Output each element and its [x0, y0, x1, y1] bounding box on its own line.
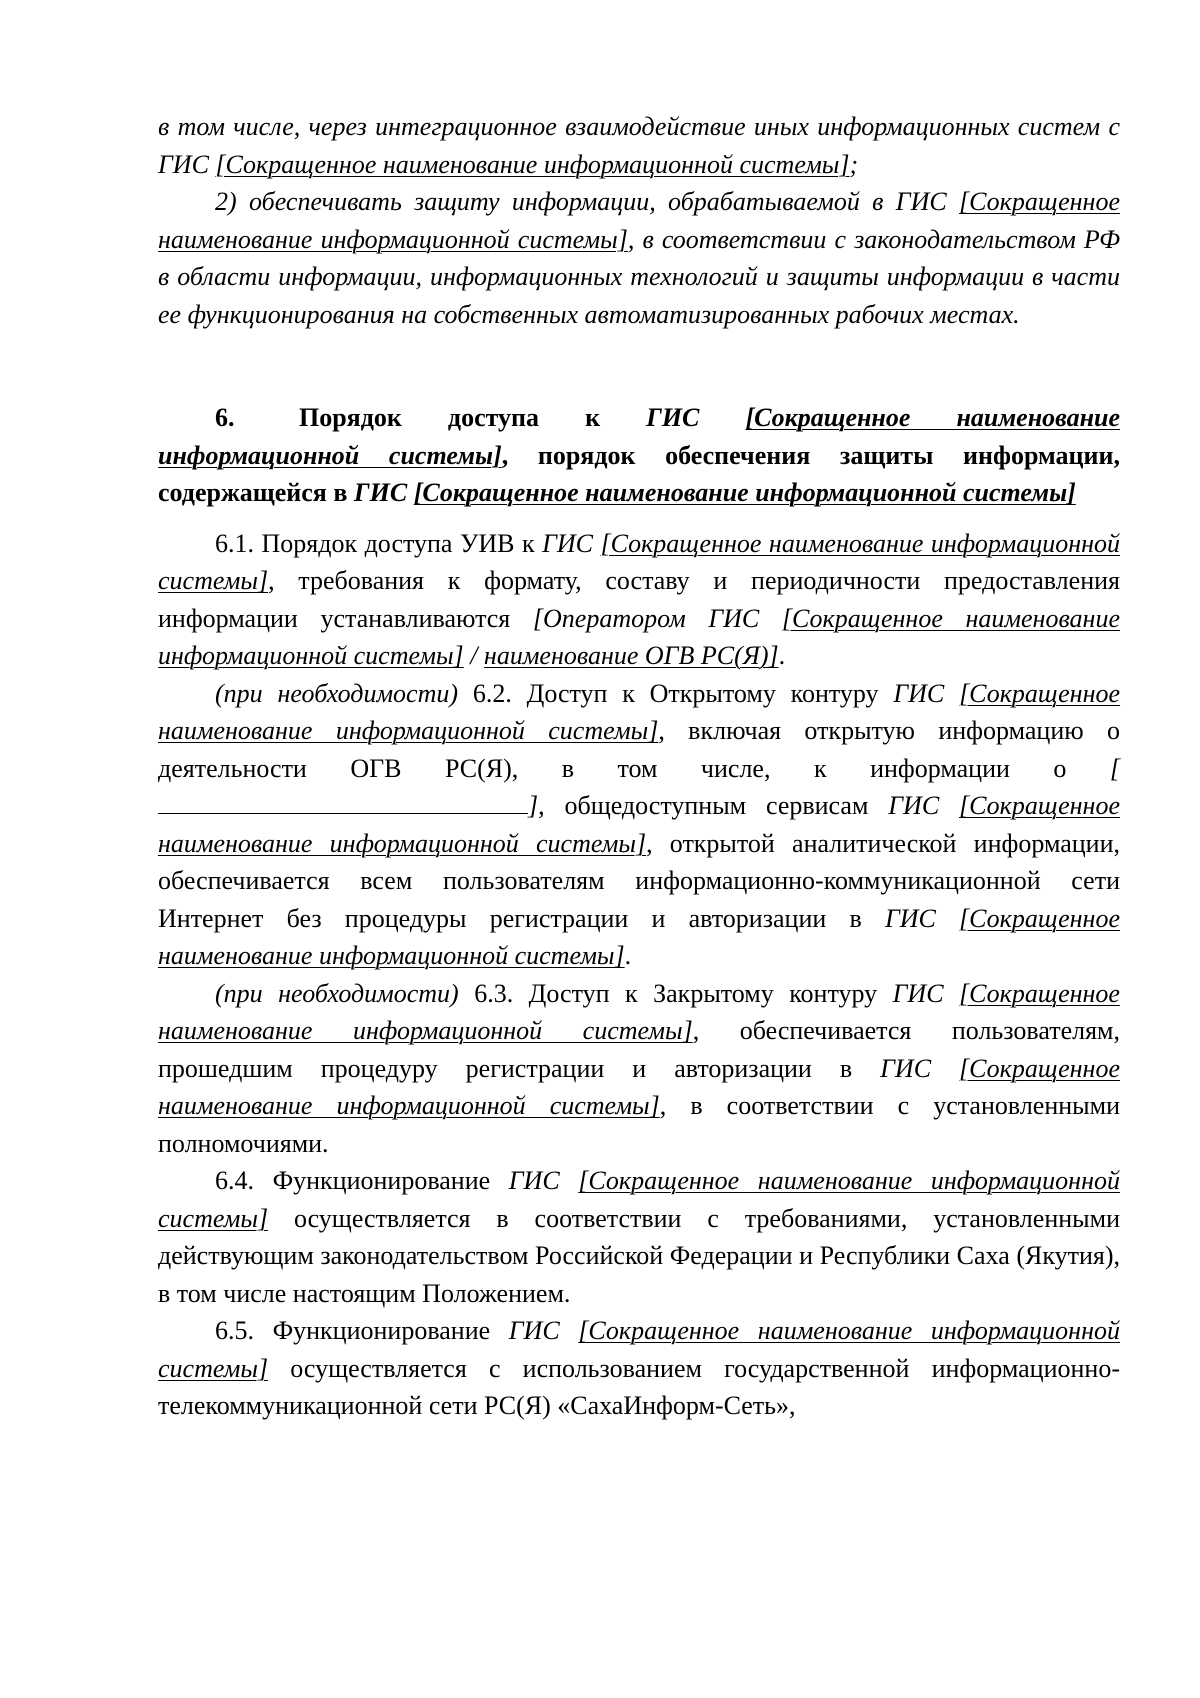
gis-label: ГИС — [508, 1166, 579, 1195]
paragraph-text: осуществляется с использованием государственной информационно-телекоммуникационной сети РС(Я) «СахаИнформ-Сеть», — [158, 1353, 1120, 1420]
item-text: 2) обеспечивать защиту информации, обрабатываемой в ГИС — [215, 187, 960, 216]
gis-label: ГИС — [508, 1316, 579, 1345]
paragraph-text: осуществляется в соответствии с требованиями, установленными действующим законодательством Российской Федерации и Республики Саха (Якутия), в том числе настоящим Положением. — [158, 1203, 1120, 1308]
heading-text: Порядок доступа к — [299, 403, 647, 432]
gis-label: ГИС — [888, 791, 940, 820]
heading-text: , порядок обеспечения защиты информации, содержащейся в — [158, 440, 1120, 507]
heading-gis: ГИС — [646, 403, 746, 432]
paragraph-text: 6.1. Порядок доступа УИВ к — [215, 528, 543, 558]
document-page — [158, 108, 1120, 1425]
ogv-name-placeholder: наименование ОГВ РС(Я)] — [483, 641, 779, 670]
slash: / — [463, 641, 484, 670]
paragraph-6-2 — [158, 675, 1120, 975]
system-name-placeholder: [Сокращенное наименование информационной системы] — [158, 1166, 1120, 1233]
optional-note: (при необходимости) — [215, 978, 459, 1008]
paragraph-6-3 — [158, 975, 1120, 1163]
punctuation: ; — [849, 149, 859, 179]
intro-text: в том числе, через интеграционное взаимодействие иных информационных систем с ГИС — [158, 112, 1120, 179]
paragraph-6-4 — [158, 1162, 1120, 1312]
paragraph-text: , в соответствии с установленными полномочиями. — [158, 1091, 1120, 1158]
paragraph-text: 6.4. Функционирование — [215, 1166, 509, 1195]
system-name-placeholder: [Сокращенное наименование информационной системы] — [158, 1053, 1120, 1120]
blank-close: ] — [528, 791, 539, 820]
operator-placeholder: [Оператором ГИС — [532, 603, 782, 633]
paragraph-6-1 — [158, 525, 1120, 675]
paragraph-6-5 — [158, 1312, 1120, 1425]
system-name-placeholder: [Сокращенное наименование информационной системы] — [158, 603, 1120, 670]
system-name-placeholder: [Сокращенное наименование информационной системы] — [413, 478, 1076, 507]
list-item-2 — [158, 183, 1120, 333]
system-name-placeholder: [Сокращенное наименование информационной системы] — [158, 903, 1120, 970]
paragraph-text: , включая открытую информацию о деятельности ОГВ РС(Я), в том числе, к информации о — [158, 716, 1121, 783]
punctuation: . — [624, 941, 632, 970]
section-heading-6 — [158, 399, 1120, 512]
system-name-placeholder: [Сокращенное наименование информационной системы] — [158, 403, 1120, 470]
system-name-placeholder: [Сокращенное наименование информационной системы] — [158, 678, 1121, 745]
paragraph-text: , обеспечивается пользователям, прошедшим процедуру регистрации и авторизации в — [158, 1016, 1120, 1083]
heading-gis: ГИС — [353, 478, 414, 507]
system-name-placeholder: [Сокращенное наименование информационной системы] — [158, 528, 1120, 595]
gis-label: ГИС — [884, 903, 960, 933]
paragraph-text: 6.3. Доступ к Закрытому контуру — [458, 978, 893, 1008]
gis-label: ГИС — [893, 678, 945, 708]
optional-note: (при необходимости) — [215, 678, 459, 708]
item-text: , в соответствии с законодательством РФ в области информации, информационных технологий и защиты информации в части ее функционирования на собственных автоматизированных рабочих местах. — [158, 224, 1120, 329]
system-name-placeholder: [Сокращенное наименование информационной системы] — [158, 791, 1120, 858]
paragraph-text: , требования к формату, составу и периодичности предоставления информации устанавливаются — [158, 566, 1120, 633]
blank-open: [ — [1109, 753, 1120, 783]
fill-in-blank — [158, 791, 528, 814]
paragraph-text: 6.2. Доступ к Открытому контуру — [458, 678, 894, 708]
paragraph-text: , общедоступным сервисам — [538, 791, 889, 820]
system-name-placeholder: [Сокращенное наименование информационной системы] — [158, 1316, 1120, 1383]
gis-label: ГИС — [542, 528, 601, 558]
gis-label: ГИС — [880, 1053, 960, 1083]
gis-label: ГИС — [892, 978, 960, 1008]
system-name-placeholder: [Сокращенное наименование информационной системы] — [158, 187, 1120, 254]
system-name-placeholder: [Сокращенное наименование информационной системы] — [158, 978, 1120, 1045]
section-number: 6. — [215, 403, 235, 432]
system-name-placeholder: [Сокращенное наименование информационной системы] — [215, 149, 850, 179]
paragraph-text: , открытой аналитической информации, обеспечивается всем пользователям информационно-коммуникационной сети Интернет без процедуры регистрации и авторизации в — [158, 828, 1121, 933]
punctuation: . — [778, 641, 786, 670]
intro-continuation — [158, 108, 1120, 183]
paragraph-text: 6.5. Функционирование — [215, 1316, 509, 1345]
